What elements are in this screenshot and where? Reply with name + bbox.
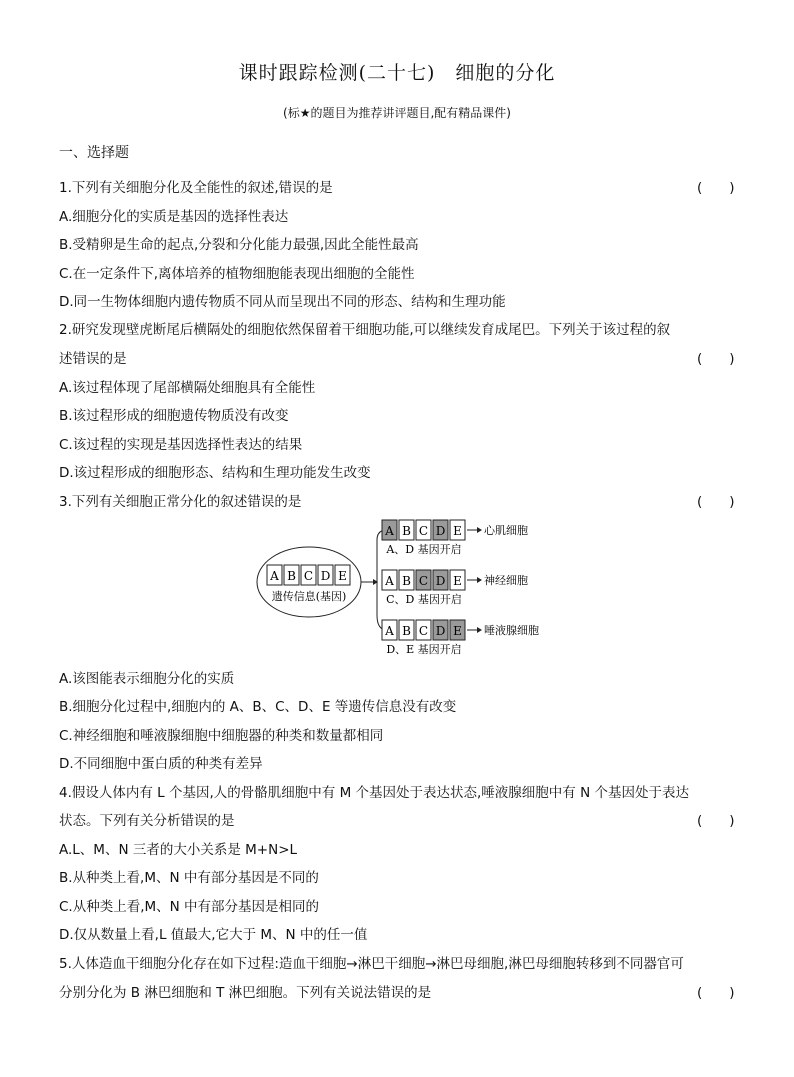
question-3-option-c: C.神经细胞和唾液腺细胞中细胞器的种类和数量都相同 bbox=[59, 728, 384, 744]
row-2-arrowhead bbox=[477, 577, 482, 583]
section-title: 一、选择题 bbox=[59, 145, 129, 161]
row-1-gene-label-c: C bbox=[418, 524, 429, 538]
question-4-option-c: C.从种类上看,M、N 中有部分基因是相同的 bbox=[59, 899, 320, 915]
question-2-option-d: D.该过程形成的细胞形态、结构和生理功能发生改变 bbox=[59, 465, 371, 481]
question-5-stem-line-2: 分别分化为 B 淋巴细胞和 T 淋巴细胞。下列有关说法错误的是 bbox=[59, 985, 432, 1001]
row-1-arrowhead bbox=[477, 527, 482, 533]
row-1-gene-label-a: A bbox=[385, 524, 394, 538]
row-2-target-cell: 神经细胞 bbox=[484, 574, 528, 587]
row-3-target-cell: 唾液腺细胞 bbox=[484, 624, 539, 637]
source-gene-label-d: D bbox=[320, 569, 331, 583]
source-gene-label-c: C bbox=[303, 569, 314, 583]
row-1-target-cell: 心肌细胞 bbox=[484, 524, 528, 537]
question-4-stem-line-1: 4.假设人体内有 L 个基因,人的骨骼肌细胞中有 M 个基因处于表达状态,唾液腺细胞中有 N 个基因处于表达 bbox=[59, 785, 689, 801]
question-3-answer-paren: ( ) bbox=[697, 494, 735, 510]
source-gene-label-e: E bbox=[338, 569, 347, 583]
question-1-option-d: D.同一生物体细胞内遗传物质不同从而呈现出不同的形态、结构和生理功能 bbox=[59, 294, 506, 310]
row-2-gene-label-e: E bbox=[453, 574, 462, 588]
page-title: 课时跟踪检测(二十七) 细胞的分化 bbox=[238, 62, 556, 84]
source-gene-label-b: B bbox=[287, 569, 296, 583]
question-4-option-d: D.仅从数量上看,L 值最大,它大于 M、N 中的任一值 bbox=[59, 927, 368, 943]
row-3-caption: D、E 基因开启 bbox=[386, 643, 462, 656]
question-1-option-b: B.受精卵是生命的起点,分裂和分化能力最强,因此全能性最高 bbox=[59, 237, 419, 253]
row-2-gene-label-d: D bbox=[435, 574, 446, 588]
question-2-option-b: B.该过程形成的细胞遗传物质没有改变 bbox=[59, 408, 289, 424]
row-2-gene-label-c: C bbox=[418, 574, 429, 588]
question-3-stem: 3.下列有关细胞正常分化的叙述错误的是 bbox=[59, 494, 302, 510]
row-2-gene-label-a: A bbox=[385, 574, 394, 588]
row-1-gene-label-d: D bbox=[435, 524, 446, 538]
row-1-gene-label-e: E bbox=[453, 524, 462, 538]
question-1-stem: 1.下列有关细胞分化及全能性的叙述,错误的是 bbox=[59, 180, 333, 196]
genetic-info-label: 遗传信息(基因) bbox=[271, 590, 347, 603]
question-2-stem-line-2: 述错误的是 bbox=[59, 351, 127, 367]
question-3-option-b: B.细胞分化过程中,细胞内的 A、B、C、D、E 等遗传信息没有改变 bbox=[59, 699, 457, 715]
question-3-option-d: D.不同细胞中蛋白质的种类有差异 bbox=[59, 756, 263, 772]
question-3-option-a: A.该图能表示细胞分化的实质 bbox=[59, 671, 235, 687]
row-1-gene-label-b: B bbox=[402, 524, 411, 538]
genetic-info-group bbox=[257, 547, 361, 617]
row-3-gene-label-b: B bbox=[402, 624, 411, 638]
gene-expression-diagram bbox=[255, 515, 555, 660]
question-1-option-c: C.在一定条件下,离体培养的植物细胞能表现出细胞的全能性 bbox=[59, 266, 415, 282]
row-1-caption: A、D 基因开启 bbox=[386, 543, 462, 556]
question-2-answer-paren: ( ) bbox=[697, 351, 735, 367]
question-2-stem-line-1: 2.研究发现壁虎断尾后横隔处的细胞依然保留着干细胞功能,可以继续发育成尾巴。下列关于该过程的叙 bbox=[59, 322, 671, 338]
question-4-option-a: A.L、M、N 三者的大小关系是 M+N>L bbox=[59, 842, 298, 858]
row-3-gene-label-a: A bbox=[385, 624, 394, 638]
question-5-stem-line-1: 5.人体造血干细胞分化存在如下过程:造血干细胞→淋巴干细胞→淋巴母细胞,淋巴母细胞转移到不同器官可 bbox=[59, 956, 684, 972]
row-2-caption: C、D 基因开启 bbox=[386, 593, 462, 606]
question-4-answer-paren: ( ) bbox=[697, 813, 735, 829]
question-1-option-a: A.细胞分化的实质是基因的选择性表达 bbox=[59, 209, 289, 225]
row-2-gene-label-b: B bbox=[402, 574, 411, 588]
question-2-option-c: C.该过程的实现是基因选择性表达的结果 bbox=[59, 437, 303, 453]
question-4-stem-line-2: 状态。下列有关分析错误的是 bbox=[59, 813, 235, 829]
source-gene-label-a: A bbox=[270, 569, 279, 583]
page-subtitle: (标★的题目为推荐讲评题目,配有精品课件) bbox=[283, 106, 511, 120]
row-3-gene-label-c: C bbox=[418, 624, 429, 638]
question-1-answer-paren: ( ) bbox=[697, 180, 735, 196]
cell-type-rows bbox=[382, 520, 539, 656]
row-3-gene-label-e: E bbox=[453, 624, 462, 638]
question-2-option-a: A.该过程体现了尾部横隔处细胞具有全能性 bbox=[59, 380, 316, 396]
row-3-gene-label-d: D bbox=[435, 624, 446, 638]
question-5-answer-paren: ( ) bbox=[697, 985, 735, 1001]
question-4-option-b: B.从种类上看,M、N 中有部分基因是不同的 bbox=[59, 870, 319, 886]
row-3-arrowhead bbox=[477, 627, 482, 633]
